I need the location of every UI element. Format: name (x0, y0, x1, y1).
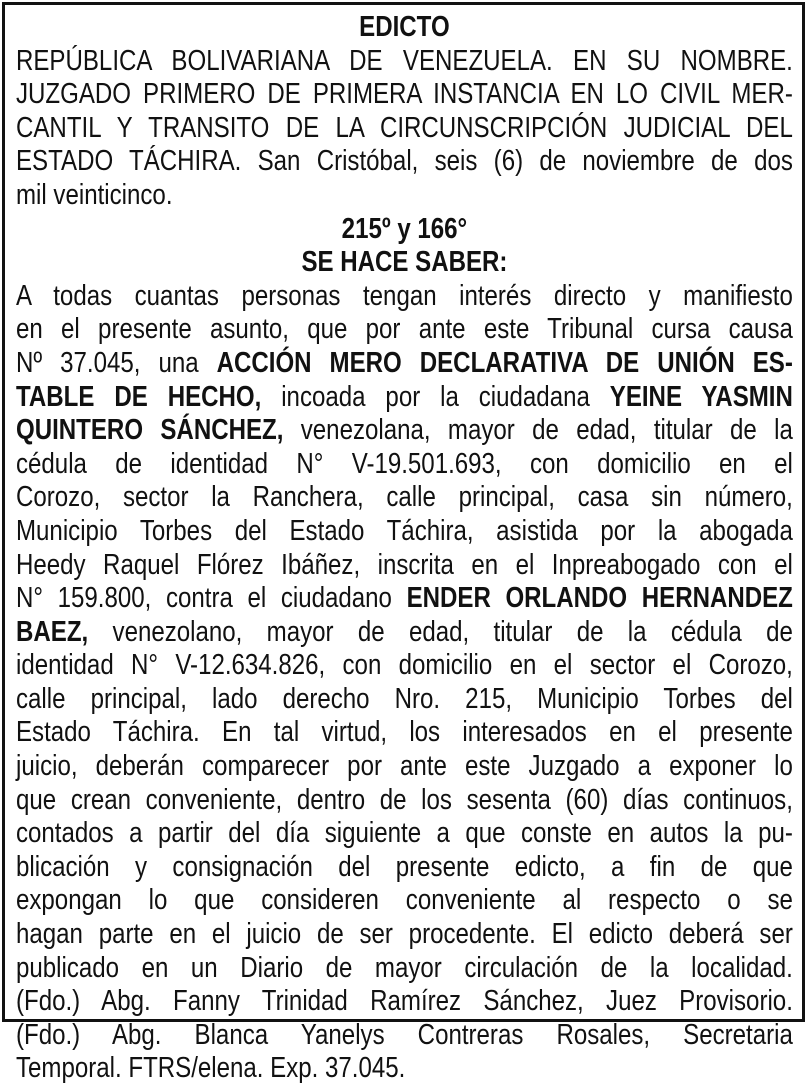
body-line (16, 716, 793, 750)
edict-content (16, 11, 793, 1086)
body-line (16, 381, 793, 415)
body-text: incoada por la ciudadana (261, 380, 610, 413)
years-line: 215º y 166° (341, 212, 468, 245)
bold-text: ENDER ORLANDO HERNANDEZ (406, 582, 793, 615)
body-line (16, 448, 793, 482)
body-text: Municipio Torbes del Estado Táchira, asistida por la abogada (16, 514, 793, 547)
body-text: venezolana, mayor de edad, titular de la (283, 414, 793, 447)
body-line (16, 851, 793, 885)
body-line (16, 280, 793, 314)
body-line (16, 952, 793, 986)
edict-body (16, 280, 793, 1086)
body-line (16, 817, 793, 851)
court-header (16, 45, 793, 213)
body-line (16, 481, 793, 515)
body-text: Heedy Raquel Flórez Ibáñez, inscrita en el Inpreabogado con el (16, 548, 793, 581)
body-line (16, 985, 793, 1019)
header-line: JUZGADO PRIMERO DE PRIMERA INSTANCIA EN LO CIVIL MER- (16, 78, 793, 111)
header-line: REPÚBLICA BOLIVARIANA DE VENEZUELA. EN SU NOMBRE. (16, 44, 793, 77)
body-text: Temporal. FTRS/elena. Exp. 37.045. (16, 1052, 406, 1085)
body-line (16, 884, 793, 918)
body-text: en el presente asunto, que por ante este Tribunal cursa causa (16, 313, 793, 346)
body-line (16, 549, 793, 583)
edict-title: EDICTO (359, 11, 450, 43)
body-text: A todas cuantas personas tengan interés directo y manifiesto (16, 279, 793, 312)
body-line (16, 683, 793, 717)
body-text: cédula de identidad N° V-19.501.693, con domicilio en el (16, 447, 793, 480)
body-line (16, 918, 793, 952)
body-line (16, 616, 793, 650)
body-line (16, 1019, 793, 1053)
body-text: (Fdo.) Abg. Blanca Yanelys Contreras Rosales, Secretaria (16, 1018, 793, 1051)
body-text: expongan lo que consideren conveniente al respecto o se (16, 884, 793, 917)
body-line (16, 649, 793, 683)
body-text: contados a partir del día siguiente a que conste en autos la pu- (16, 817, 793, 850)
bold-text: QUINTERO SÁNCHEZ, (16, 414, 284, 447)
body-line (16, 347, 793, 381)
body-text: calle principal, lado derecho Nro. 215, Municipio Torbes del (16, 682, 793, 715)
body-line (16, 582, 793, 616)
body-line (16, 750, 793, 784)
header-line: ESTADO TÁCHIRA. San Cristóbal, seis (6) de noviembre de dos (16, 145, 793, 178)
bold-text: ACCIÓN MERO DECLARATIVA DE UNIÓN ES- (216, 346, 793, 379)
header-line: CANTIL Y TRANSITO DE LA CIRCUNSCRIPCIÓN JUDICIAL DEL (16, 111, 793, 144)
body-text: blicación y consignación del presente edicto, a fin de que (16, 850, 793, 883)
body-text: (Fdo.) Abg. Fanny Trinidad Ramírez Sánchez, Juez Provisorio. (16, 985, 793, 1018)
body-text: identidad N° V-12.634.826, con domicilio en el sector el Corozo, (16, 649, 793, 682)
body-text: juicio, deberán comparecer por ante este Juzgado a exponer lo (16, 750, 793, 783)
edict-notice (2, 2, 805, 1085)
bold-text: BAEZ, (16, 615, 89, 648)
body-line (16, 414, 793, 448)
body-text: hagan parte en el juicio de ser procedente. El edicto deberá ser (16, 918, 793, 951)
body-line (16, 784, 793, 818)
body-text: N° 159.800, contra el ciudadano (16, 582, 407, 615)
body-text: que crean conveniente, dentro de los sesenta (60) días continuos, (16, 783, 793, 816)
bold-text: TABLE DE HECHO, (16, 380, 262, 413)
body-line (16, 313, 793, 347)
body-text: venezolano, mayor de edad, titular de la cédula de (88, 615, 793, 648)
body-text: Estado Táchira. En tal virtud, los interesados en el presente (16, 716, 793, 749)
body-text: publicado en un Diario de mayor circulación de la localidad. (16, 951, 793, 984)
bold-text: YEINE YASMIN (609, 380, 793, 413)
notice-heading: SE HACE SABER: (301, 246, 508, 279)
header-line: mil veinticinco. (16, 178, 173, 211)
body-line (16, 1052, 793, 1086)
body-text: Corozo, sector la Ranchera, calle principal, casa sin número, (16, 481, 793, 514)
body-line (16, 515, 793, 549)
body-text: Nº 37.045, una (16, 346, 217, 379)
